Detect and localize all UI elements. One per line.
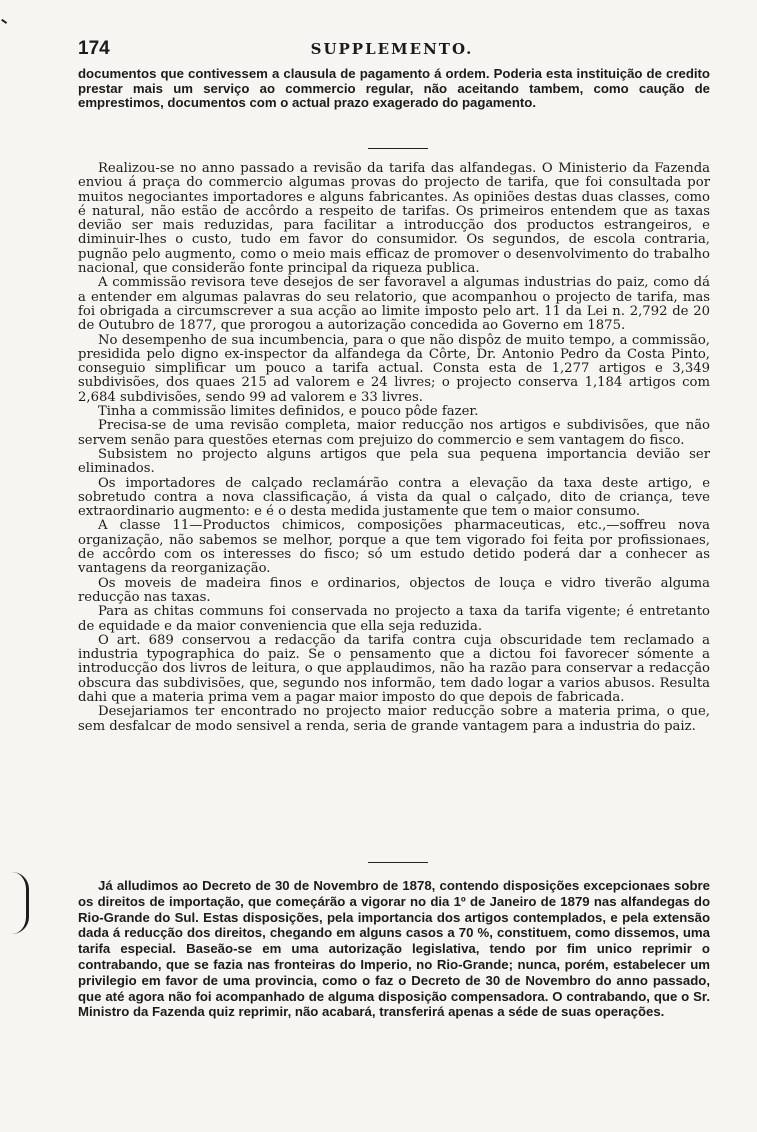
paragraph: Os moveis de madeira finos e ordinarios, objectos de louça e vidro tiverão alguma reducção nas taxas. bbox=[78, 575, 710, 605]
section-divider bbox=[368, 862, 428, 863]
paragraph: Tinha a commissão limites definidos, e pouco pôde fazer. bbox=[98, 404, 479, 420]
paragraph: O art. 689 conservou a redacção da tarifa contra cuja obscuridade tem reclamado a industria typographica do paiz. Se o pensamento que a dictou foi favorecer sómente a introducção dos livros de leitura, o que applaudimos, não ha razão para conservar a redacção obscura das subdivisões, que, segundo nos informão, tem dado logar a varios abusos. Resulta dahi que a materia prima vem a pagar maior imposto do que depois de fabricada. bbox=[78, 632, 710, 705]
paragraph: A classe 11—Productos chimicos, composições pharmaceuticas, etc.,—soffreu nova organização, não sabemos se melhor, porque a que tem vigorado foi feita por profissionaes, de accôrdo com os interesses do fisco; só um estudo detido poderá dar a conhecer as vantagens da reorganização. bbox=[78, 518, 710, 577]
section-2 bbox=[78, 162, 710, 734]
section-3 bbox=[78, 878, 710, 1020]
paragraph: documentos que contivessem a clausula de pagamento á ordem. Poderia esta instituição de credito prestar mais um serviço ao commercio regular, não aceitando tambem, como caução de emprestimos, documentos com o actual prazo exagerado do pagamento. bbox=[78, 66, 710, 111]
page-number: 174 bbox=[78, 38, 110, 59]
section-divider bbox=[368, 148, 428, 149]
paragraph: No desempenho de sua incumbencia, para o que não dispôz de muito tempo, a commissão, presidida pelo digno ex-inspector da alfandega da Côrte, Dr. Antonio Pedro da Costa Pinto, conseguio simplificar um pouco a tarifa actual. Consta esta de 1,277 artigos e 3,349 subdivisões, dos quaes 215 ad valorem e 24 livres; o projecto conserva 1,184 artigos com 2,684 subdivisões, sendo 99 ad valorem e 33 livres. bbox=[78, 332, 710, 405]
page-header bbox=[78, 38, 706, 62]
paragraph: Desejariamos ter encontrado no projecto maior reducção sobre a materia prima, o que, sem desfalcar de modo sensivel a renda, seria de grande vantagem para a industria do paiz. bbox=[78, 704, 710, 734]
corner-mark bbox=[0, 19, 7, 27]
paragraph: A commissão revisora teve desejos de ser favoravel a algumas industrias do paiz, como dá a entender em algumas palavras do seu relatorio, que acompanhou o projecto de tarifa, mas foi obrigada a circumscrever a sua acção ao limite imposto pelo art. 11 da Lei n. 2,792 de 20 de Outubro de 1877, que prorogou a autorização concedida ao Governo em 1875. bbox=[78, 275, 710, 334]
section-1 bbox=[78, 67, 710, 111]
paragraph: Para as chitas communs foi conservada no projecto a taxa da tarifa vigente; é entretanto de equidade e da maior conveniencia que ella seja reduzida. bbox=[78, 604, 710, 634]
paragraph: Precisa-se de uma revisão completa, maior reducção nos artigos e subdivisões, que não servem senão para questões eternas com prejuizo do commercio e sem vantagem do fisco. bbox=[78, 418, 710, 448]
paragraph: Realizou-se no anno passado a revisão da tarifa das alfandegas. O Ministerio da Fazenda enviou á praça do commercio algumas provas do projecto de tarifa, que foi consultada por muitos negociantes importadores e alguns fabricantes. As opiniões destas duas classes, como é natural, não estão de accôrdo a respeito de tarifas. Os primeiros entendem que as taxas devião ser mais reduzidas, para facilitar a introducção dos productos estrangeiros, e diminuir-lhes o custo, tudo em favor do consumidor. Os segundos, de escola contraria, pugnão pelo augmento, como o meio mais efficaz de promover o desenvolvimento do trabalho nacional, que considerão fonte principal da riqueza publica. bbox=[78, 161, 710, 277]
paragraph: Os importadores de calçado reclamárão contra a elevação da taxa deste artigo, e sobretudo contra a nova classificação, á vista da qual o calçado, dito de criança, teve extraordinario augmento: e é o desta medida justamente que tem o maior consumo. bbox=[78, 475, 710, 520]
paragraph: Subsistem no projecto alguns artigos que pela sua pequena importancia devião ser eliminados. bbox=[78, 446, 710, 477]
paragraph: Já alludimos ao Decreto de 30 de Novembro de 1878, contendo disposições excepcionaes sobre os direitos de importação, que começárão a vigorar no dia 1º de Janeiro de 1879 nas alfandegas do Rio-Grande do Sul. Estas disposições, pela importancia dos artigos contemplados, e pela extensão dada á reducção dos direitos, chegando em alguns casos a 70 %, constituem, como dissemos, uma tarifa especial. Baseão-se em uma autorização legislativa, tendo por fim unico reprimir o contrabando, que se fazia nas fronteiras do Imperio, no Rio-Grande; nunca, porém, estabelecer um privilegio em favor de uma provincia, como o faz o Decreto de 30 de Novembro do anno passado, que até agora não foi acompanhado de alguma disposição compensadora. O contrabando, que o Sr. Ministro da Fazenda quiz reprimir, não acabará, transferirá apenas a séde de suas operações. bbox=[78, 878, 710, 1020]
running-title: SUPPLEMENTO. bbox=[310, 40, 474, 58]
margin-bracket-mark bbox=[12, 872, 29, 934]
